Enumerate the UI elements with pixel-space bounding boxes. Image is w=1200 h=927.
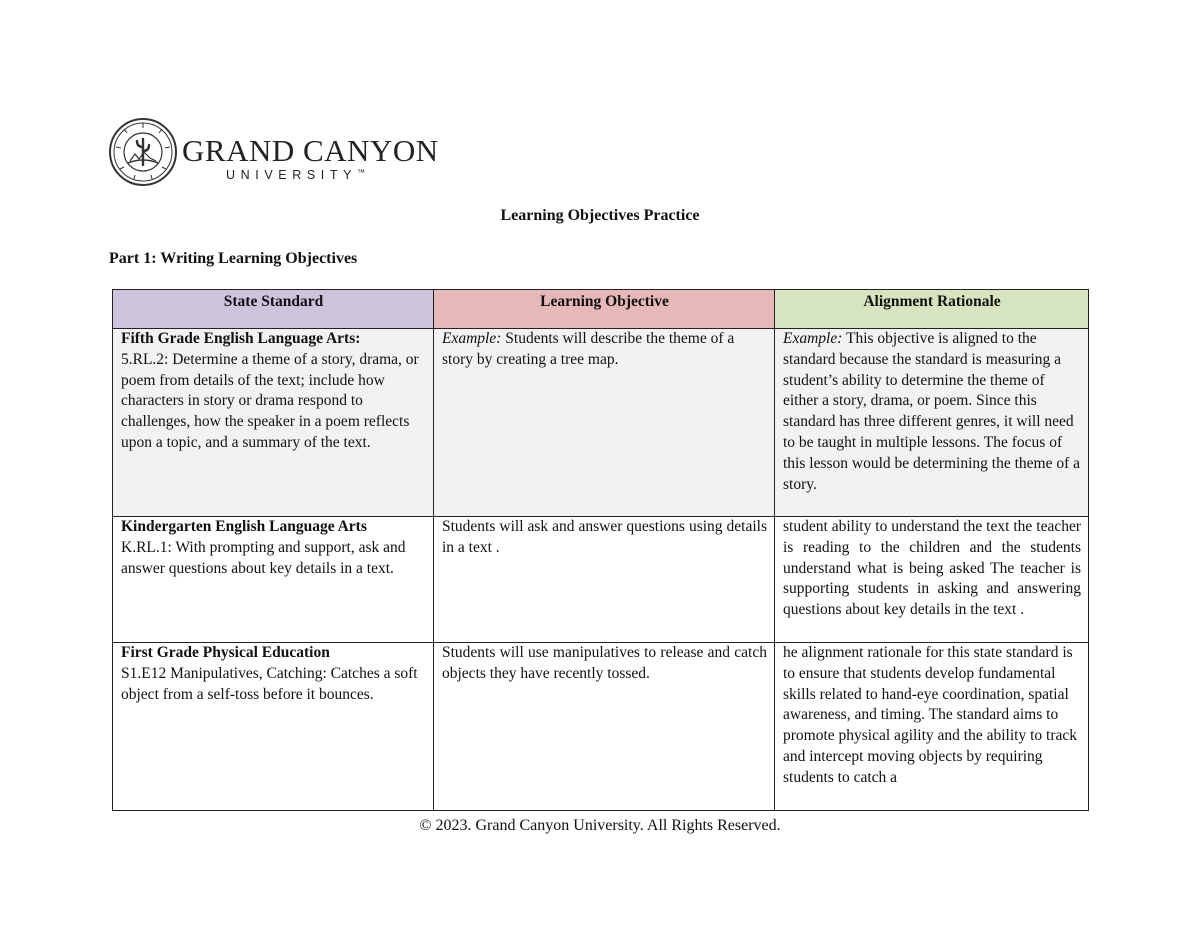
standard-text: K.RL.1: With prompting and support, ask and answer questions about key details in a text. — [121, 538, 406, 577]
state-standard-cell — [113, 643, 434, 811]
standard-subject: Kindergarten English Language Arts — [121, 518, 367, 535]
table-row — [113, 643, 1089, 811]
university-logo — [108, 117, 439, 187]
learning-objective-cell[interactable] — [434, 643, 775, 811]
rationale-text: student ability to understand the text the teacher is reading to the children and the students understand what is being asked The teacher is supporting students in asking and answering questions about key details in the text . — [783, 518, 1081, 619]
university-seal-icon — [108, 117, 178, 187]
header-alignment-rationale: Alignment Rationale — [775, 290, 1089, 329]
table-row — [113, 329, 1089, 517]
part-heading: Part 1: Writing Learning Objectives — [109, 250, 358, 267]
objective-text: Students will ask and answer questions using details in a text . — [442, 518, 767, 556]
alignment-rationale-cell[interactable] — [775, 643, 1089, 811]
document-title: Learning Objectives Practice — [500, 207, 700, 224]
learning-objective-cell[interactable] — [434, 517, 775, 643]
alignment-rationale-cell — [775, 329, 1089, 517]
rationale-text: he alignment rationale for this state standard is to ensure that students develop fundamental skills related to hand-eye coordination, spatial awareness, and timing. The standard aims to promote physical agility and the ability to track and intercept moving objects by requiring students to catch a — [783, 644, 1077, 786]
header-learning-objective: Learning Objective — [434, 290, 775, 329]
standard-subject: Fifth Grade English Language Arts: — [121, 330, 361, 347]
alignment-rationale-cell[interactable] — [775, 517, 1089, 643]
table-header-row — [113, 290, 1089, 329]
standard-subject: First Grade Physical Education — [121, 644, 330, 661]
example-label: Example: — [783, 330, 843, 347]
state-standard-cell — [113, 517, 434, 643]
learning-objective-cell — [434, 329, 775, 517]
objective-text: Students will describe the theme of a story by creating a tree map. — [442, 330, 735, 368]
table-row — [113, 517, 1089, 643]
logo-wordmark: GRAND CANYON — [182, 133, 439, 168]
logo-subtitle: UNIVERSITY™ — [226, 168, 366, 182]
rationale-text: This objective is aligned to the standard because the standard is measuring a student’s ability to determine the theme of either a story, drama, or poem. Since this standard has three different genres, it will need to be taught in multiple lessons. The focus of this lesson would be determining the theme of a story. — [783, 330, 1081, 493]
state-standard-cell — [113, 329, 434, 517]
standard-text: S1.E12 Manipulatives, Catching: Catches a soft object from a self-toss before it bounces. — [121, 664, 418, 703]
objectives-table — [112, 289, 1089, 811]
example-label: Example: — [442, 330, 502, 347]
copyright-footer: © 2023. Grand Canyon University. All Rights Reserved. — [419, 817, 781, 834]
objective-text: Students will use manipulatives to release and catch objects they have recently tossed. — [442, 644, 767, 682]
standard-text: 5.RL.2: Determine a theme of a story, drama, or poem from details of the text; include how characters in story or drama respond to challenges, how the speaker in a poem reflects upon a topic, and a summary of the text. — [121, 350, 419, 451]
header-state-standard: State Standard — [113, 290, 434, 329]
